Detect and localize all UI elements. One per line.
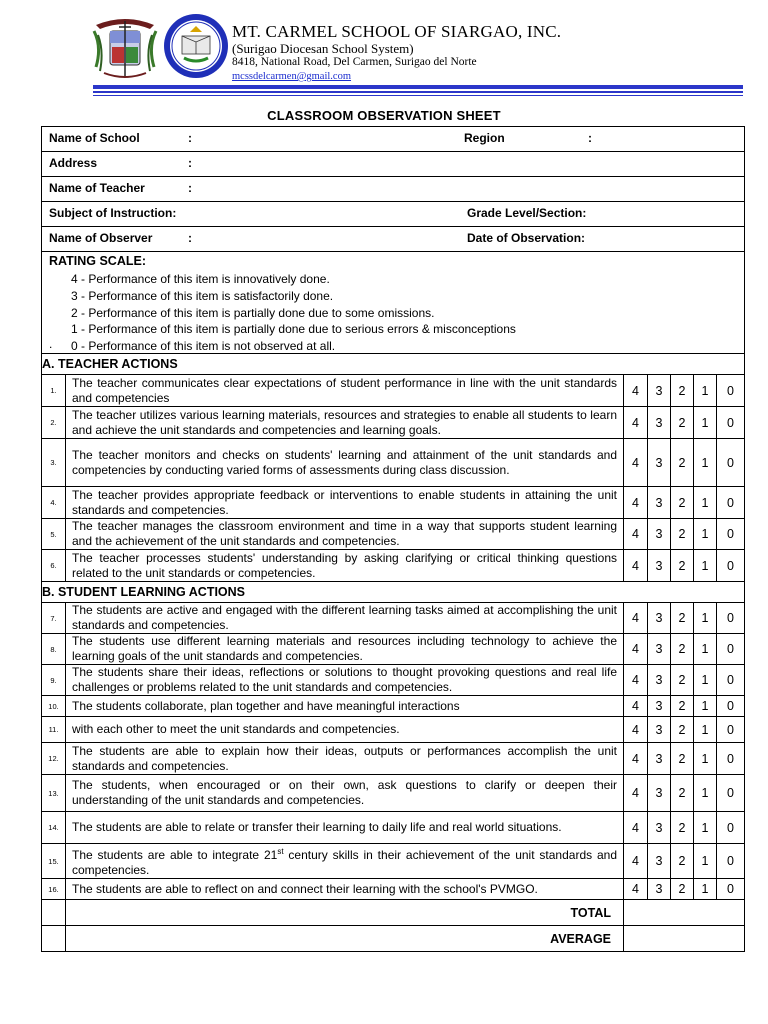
score-option[interactable]: 0 <box>717 717 745 743</box>
item-row <box>42 696 745 717</box>
average-row <box>42 926 745 952</box>
score-option[interactable]: 2 <box>671 879 694 900</box>
rating-level: 1 - Performance of this item is partially done due to serious errors & misconceptions <box>71 322 516 337</box>
score-option[interactable]: 0 <box>717 550 745 582</box>
item-number: 12. <box>42 743 66 775</box>
score-option[interactable]: 4 <box>624 603 648 634</box>
score-option[interactable]: 3 <box>648 879 671 900</box>
item-text: The students collaborate, plan together and have meaningful interactions <box>66 696 624 717</box>
score-option[interactable]: 2 <box>671 519 694 550</box>
score-option[interactable]: 1 <box>694 812 717 844</box>
item-text-part: century skills in their achievement of the unit standards and competencies. <box>72 848 617 877</box>
score-option[interactable]: 0 <box>717 519 745 550</box>
superscript: st <box>277 847 284 856</box>
score-option[interactable]: 2 <box>671 665 694 696</box>
score-option[interactable]: 0 <box>717 743 745 775</box>
score-option[interactable]: 2 <box>671 634 694 665</box>
item-text-part: The students are able to integrate 21 <box>72 848 278 862</box>
item-number: 1. <box>42 375 66 407</box>
colon: : <box>188 181 192 195</box>
item-text: The teacher manages the classroom environment and time in a way that supports student learning and the achievement of the unit standards and competencies. <box>66 519 624 550</box>
rating-scale <box>42 252 745 354</box>
item-row <box>42 665 745 696</box>
item-text <box>66 844 624 879</box>
score-option[interactable]: 4 <box>624 407 648 439</box>
item-text: The students are active and engaged with the different learning tasks aimed at accomplishing the unit standards and competencies. <box>66 603 624 634</box>
score-option[interactable]: 1 <box>694 743 717 775</box>
score-option[interactable]: 3 <box>648 487 671 519</box>
header-rule <box>93 91 743 93</box>
score-option[interactable]: 3 <box>648 407 671 439</box>
score-option[interactable]: 1 <box>694 375 717 407</box>
score-option[interactable]: 0 <box>717 487 745 519</box>
name-of-observer-label: Name of Observer <box>49 231 153 245</box>
item-row <box>42 550 745 582</box>
item-number: 7. <box>42 603 66 634</box>
score-option[interactable]: 1 <box>694 487 717 519</box>
score-option[interactable]: 4 <box>624 665 648 696</box>
score-option[interactable]: 2 <box>671 696 694 717</box>
address-row[interactable] <box>42 152 745 177</box>
item-text: The students are able to relate or transfer their learning to daily life and real world situations. <box>66 812 624 844</box>
item-row <box>42 775 745 812</box>
item-text: The teacher provides appropriate feedback or interventions to enable students in attaining the unit standards and competencies. <box>66 487 624 519</box>
score-option[interactable]: 0 <box>717 775 745 812</box>
score-option[interactable]: 4 <box>624 519 648 550</box>
item-number: 10. <box>42 696 66 717</box>
grade-level-label: Grade Level/Section: <box>467 206 587 220</box>
score-option[interactable]: 2 <box>671 550 694 582</box>
school-address: 8418, National Road, Del Carmen, Surigao del Norte <box>232 56 477 68</box>
school-system: (Surigao Diocesan School System) <box>232 41 414 56</box>
item-number: 14. <box>42 812 66 844</box>
score-option[interactable]: 0 <box>717 665 745 696</box>
name-of-school-label: Name of School <box>49 131 140 145</box>
observer-date-row[interactable] <box>42 227 745 252</box>
item-number: 3. <box>42 439 66 487</box>
score-option[interactable]: 2 <box>671 375 694 407</box>
item-text: with each other to meet the unit standards and competencies. <box>66 717 624 743</box>
score-option[interactable]: 2 <box>671 812 694 844</box>
blank-cell <box>42 926 66 952</box>
score-option[interactable]: 1 <box>694 550 717 582</box>
score-option[interactable]: 4 <box>624 439 648 487</box>
item-row <box>42 844 745 879</box>
school-region-row[interactable] <box>42 127 745 152</box>
score-option[interactable]: 0 <box>717 634 745 665</box>
item-number: 16. <box>42 879 66 900</box>
school-seal-logo <box>162 12 230 80</box>
item-number: 4. <box>42 487 66 519</box>
score-option[interactable]: 1 <box>694 775 717 812</box>
score-option[interactable]: 3 <box>648 775 671 812</box>
item-text: The students share their ideas, reflections or solutions to thought provoking questions and real life challenges or problems related to the unit standards and competencies. <box>66 665 624 696</box>
score-option[interactable]: 3 <box>648 439 671 487</box>
item-number: 13. <box>42 775 66 812</box>
score-option[interactable]: 4 <box>624 634 648 665</box>
school-name: MT. CARMEL SCHOOL OF SIARGAO, INC. <box>232 22 562 41</box>
item-row <box>42 743 745 775</box>
score-option[interactable]: 2 <box>671 603 694 634</box>
region-label: Region <box>464 131 505 145</box>
score-option[interactable]: 4 <box>624 550 648 582</box>
letterhead <box>0 0 768 100</box>
observation-table <box>41 126 745 952</box>
stray-dot: . <box>49 337 53 351</box>
item-number: 5. <box>42 519 66 550</box>
score-option[interactable]: 1 <box>694 519 717 550</box>
section-b-heading: B. STUDENT LEARNING ACTIONS <box>42 582 745 603</box>
score-option[interactable]: 0 <box>717 375 745 407</box>
score-option[interactable]: 4 <box>624 879 648 900</box>
item-row <box>42 717 745 743</box>
score-option[interactable]: 3 <box>648 375 671 407</box>
score-option[interactable]: 2 <box>671 487 694 519</box>
address-label: Address <box>49 156 98 170</box>
header-rule <box>93 95 743 96</box>
item-number: 11. <box>42 717 66 743</box>
score-option[interactable]: 4 <box>624 487 648 519</box>
rating-scale-list <box>71 271 516 355</box>
item-text: The students are able to reflect on and connect their learning with the school's PVMGO. <box>66 879 624 900</box>
rating-scale-heading: RATING SCALE: <box>49 254 146 268</box>
subject-grade-row[interactable] <box>42 202 745 227</box>
header-rule <box>93 85 743 89</box>
school-email-link[interactable]: mcssdelcarmen@gmail.com <box>232 71 352 82</box>
score-option[interactable]: 1 <box>694 665 717 696</box>
total-label: TOTAL <box>66 900 624 926</box>
item-text: The teacher utilizes various learning materials, resources and strategies to enable all students to learn and achieve the unit standards and competencies and learning goals. <box>66 407 624 439</box>
item-row <box>42 603 745 634</box>
score-option[interactable]: 0 <box>717 603 745 634</box>
score-option[interactable]: 1 <box>694 634 717 665</box>
score-option[interactable]: 1 <box>694 717 717 743</box>
score-option[interactable]: 4 <box>624 812 648 844</box>
colon: : <box>188 231 192 245</box>
score-option[interactable]: 4 <box>624 743 648 775</box>
score-option[interactable]: 3 <box>648 717 671 743</box>
score-option[interactable]: 3 <box>648 743 671 775</box>
rating-level: 4 - Performance of this item is innovatively done. <box>71 272 330 286</box>
item-number: 15. <box>42 844 66 879</box>
score-option[interactable]: 4 <box>624 717 648 743</box>
date-of-observation-label: Date of Observation: <box>467 231 586 245</box>
item-text: The students, when encouraged or on their own, ask questions to clarify or deepen their understanding of the unit standards and competencies. <box>66 775 624 812</box>
score-option[interactable]: 3 <box>648 665 671 696</box>
score-option[interactable]: 2 <box>671 844 694 879</box>
score-option[interactable]: 2 <box>671 743 694 775</box>
item-text: The teacher processes students' understanding by asking clarifying or critical thinking questions related to the unit standards or competencies. <box>66 550 624 582</box>
item-number: 2. <box>42 407 66 439</box>
item-text: The teacher monitors and checks on students' learning and attainment of the unit standards and competencies by conducting varied forms of assessments during class discussion. <box>66 439 624 487</box>
blank-cell <box>42 900 66 926</box>
score-option[interactable]: 3 <box>648 812 671 844</box>
score-option[interactable]: 0 <box>717 812 745 844</box>
rating-level: 3 - Performance of this item is satisfactorily done. <box>71 288 334 303</box>
score-option[interactable]: 0 <box>717 879 745 900</box>
item-text: The teacher communicates clear expectations of student performance in line with the unit standards and competencies <box>66 375 624 407</box>
name-of-teacher-label: Name of Teacher <box>49 181 145 195</box>
score-option[interactable]: 2 <box>671 439 694 487</box>
subject-label: Subject of Instruction: <box>49 206 177 220</box>
item-number: 8. <box>42 634 66 665</box>
item-row <box>42 407 745 439</box>
item-text: The students are able to explain how their ideas, outputs or performances accomplish the unit standards and competencies. <box>66 743 624 775</box>
score-option[interactable]: 0 <box>717 407 745 439</box>
diocesan-crest-logo <box>90 17 160 81</box>
score-option[interactable]: 1 <box>694 603 717 634</box>
score-option[interactable]: 4 <box>624 844 648 879</box>
colon: : <box>188 156 192 170</box>
total-value-field[interactable] <box>624 900 745 926</box>
section-a-heading: A. TEACHER ACTIONS <box>42 354 745 375</box>
average-value-field[interactable] <box>624 926 745 952</box>
teacher-row[interactable] <box>42 177 745 202</box>
score-option[interactable]: 0 <box>717 844 745 879</box>
total-row <box>42 900 745 926</box>
item-row <box>42 375 745 407</box>
document-title: CLASSROOM OBSERVATION SHEET <box>267 108 501 123</box>
score-option[interactable]: 1 <box>694 439 717 487</box>
item-number: 6. <box>42 550 66 582</box>
item-row <box>42 634 745 665</box>
item-row <box>42 439 745 487</box>
score-option[interactable]: 3 <box>648 844 671 879</box>
item-row <box>42 879 745 900</box>
item-row <box>42 519 745 550</box>
score-option[interactable]: 3 <box>648 634 671 665</box>
score-option[interactable]: 3 <box>648 696 671 717</box>
score-option[interactable]: 4 <box>624 696 648 717</box>
score-option[interactable]: 2 <box>671 717 694 743</box>
score-option[interactable]: 0 <box>717 439 745 487</box>
score-option[interactable]: 0 <box>717 696 745 717</box>
item-row <box>42 487 745 519</box>
colon: : <box>588 131 592 145</box>
score-option[interactable]: 4 <box>624 775 648 812</box>
score-option[interactable]: 4 <box>624 375 648 407</box>
score-option[interactable]: 1 <box>694 844 717 879</box>
score-option[interactable]: 3 <box>648 550 671 582</box>
score-option[interactable]: 2 <box>671 407 694 439</box>
score-option[interactable]: 3 <box>648 519 671 550</box>
rating-level: 2 - Performance of this item is partially done due to some omissions. <box>71 305 435 320</box>
score-option[interactable]: 1 <box>694 407 717 439</box>
item-number: 9. <box>42 665 66 696</box>
score-option[interactable]: 1 <box>694 879 717 900</box>
score-option[interactable]: 2 <box>671 775 694 812</box>
average-label: AVERAGE <box>66 926 624 952</box>
score-option[interactable]: 3 <box>648 603 671 634</box>
item-text: The students use different learning materials and resources including technology to achieve the learning goals of the unit standards and competencies. <box>66 634 624 665</box>
rating-level: 0 - Performance of this item is not observed at all. <box>71 339 336 354</box>
score-option[interactable]: 1 <box>694 696 717 717</box>
item-row <box>42 812 745 844</box>
colon: : <box>188 131 192 145</box>
